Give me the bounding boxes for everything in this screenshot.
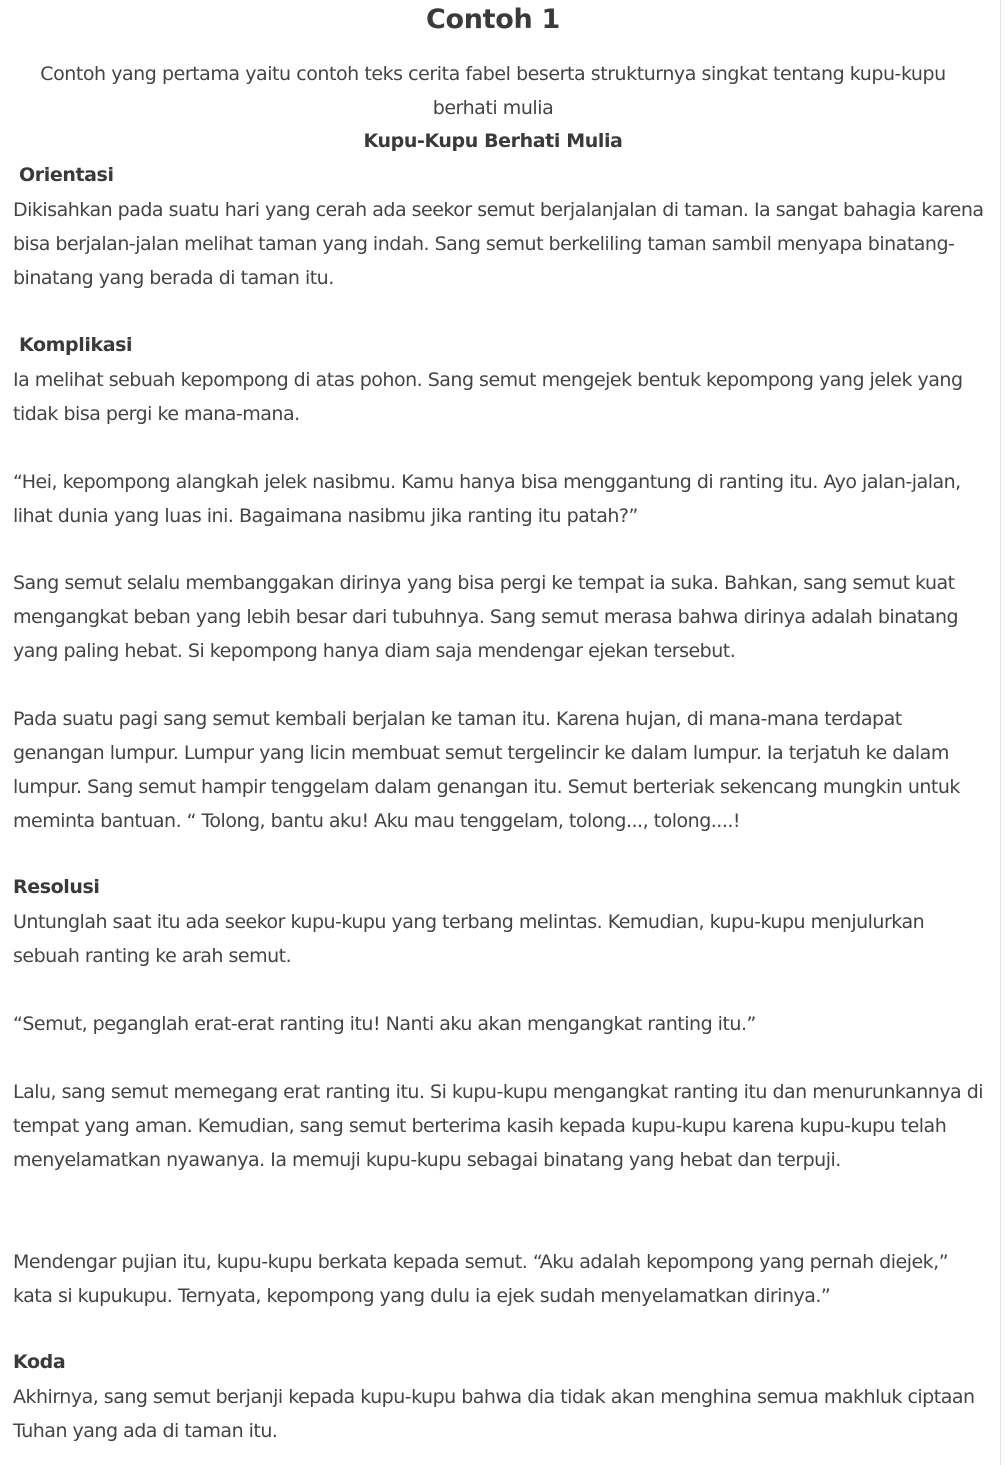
paragraph-komplikasi-2: “Hei, kepompong alangkah jelek nasibmu. Kamu hanya bisa menggantung di ranting itu. Ayo jalan-jalan, lihat dunia yang luas ini. Bagaimana nasibmu jika ranting itu patah?”: [13, 471, 961, 527]
paragraph-komplikasi-1: Ia melihat sebuah kepompong di atas pohon. Sang semut mengejek bentuk kepompong yang jelek yang tidak bisa pergi ke mana-mana.: [13, 369, 963, 425]
paragraph-komplikasi-4: Pada suatu pagi sang semut kembali berjalan ke taman itu. Karena hujan, di mana-mana terdapat genangan lumpur. Lumpur yang licin membuat semut tergelincir ke dalam lumpur. Ia terjatuh ke dalam lumpur. Sang semut hampir tenggelam dalam genangan itu. Semut berteriak sekencang mungkin untuk meminta bantuan. “ Tolong, bantu aku! Aku mau tenggelam, tolong..., tolong....!: [13, 708, 960, 832]
section-heading-koda: Koda: [13, 1351, 66, 1373]
paragraph-orientasi-1: Dikisahkan pada suatu hari yang cerah ada seekor semut berjalanjalan di taman. Ia sangat bahagia karena bisa berjalan-jalan melihat taman yang indah. Sang semut berkeliling taman sambil menyapa binatang-binatang yang berada di taman itu.: [13, 199, 984, 289]
story-title: Kupu-Kupu Berhati Mulia: [363, 130, 623, 152]
paragraph-koda-1: Akhirnya, sang semut berjanji kepada kupu-kupu bahwa dia tidak akan menghina semua makhluk ciptaan Tuhan yang ada di taman itu.: [13, 1386, 975, 1442]
section-heading-komplikasi: Komplikasi: [19, 334, 133, 356]
article-title: Contoh 1: [425, 4, 561, 35]
paragraph-resolusi-2: “Semut, peganglah erat-erat ranting itu! Nanti aku akan mengangkat ranting itu.”: [13, 1013, 756, 1035]
page-edge-divider: [1000, 0, 1001, 1465]
paragraph-resolusi-4: Mendengar pujian itu, kupu-kupu berkata kepada semut. “Aku adalah kepompong yang pernah diejek,” kata si kupukupu. Ternyata, kepompong yang dulu ia ejek sudah menyelamatkan dirinya.”: [13, 1251, 949, 1307]
article-intro: Contoh yang pertama yaitu contoh teks cerita fabel beserta strukturnya singkat tentang kupu-kupu berhati mulia: [40, 63, 946, 119]
section-heading-orientasi: Orientasi: [19, 164, 114, 186]
paragraph-resolusi-3: Lalu, sang semut memegang erat ranting itu. Si kupu-kupu mengangkat ranting itu dan menurunkannya di tempat yang aman. Kemudian, sang semut berterima kasih kepada kupu-kupu karena kupu-kupu telah menyelamatkan nyawanya. Ia memuji kupu-kupu sebagai binatang yang hebat dan terpuji.: [13, 1081, 984, 1171]
paragraph-resolusi-1: Untunglah saat itu ada seekor kupu-kupu yang terbang melintas. Kemudian, kupu-kupu menjulurkan sebuah ranting ke arah semut.: [13, 911, 925, 967]
paragraph-komplikasi-3: Sang semut selalu membanggakan dirinya yang bisa pergi ke tempat ia suka. Bahkan, sang semut kuat mengangkat beban yang lebih besar dari tubuhnya. Sang semut merasa bahwa dirinya adalah binatang yang paling hebat. Si kepompong hanya diam saja mendengar ejekan tersebut.: [13, 572, 959, 662]
section-heading-resolusi: Resolusi: [13, 876, 100, 898]
